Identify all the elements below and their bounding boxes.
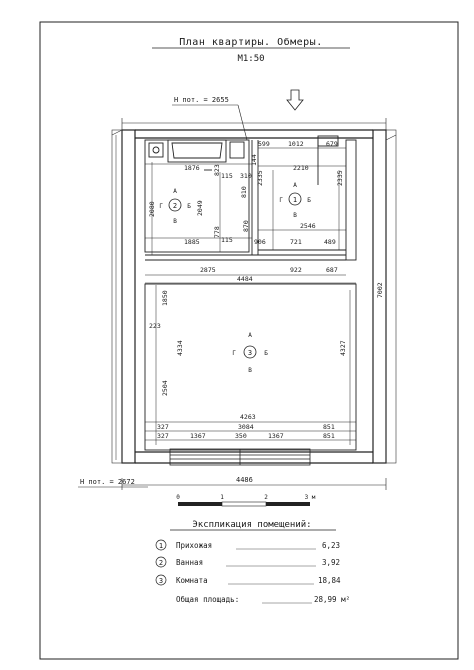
dim-4484: 4484 (237, 275, 253, 283)
explication-num-3: 3 (158, 577, 164, 585)
dim-4486: 4486 (236, 476, 253, 484)
dim-310: 310 (240, 172, 252, 180)
dim-2875: 2875 (200, 266, 216, 274)
dim-922: 922 (290, 266, 302, 274)
elevation-top: Н пот. = 2655 (174, 96, 229, 104)
compass-2-north: А (173, 188, 177, 195)
dim-2049: 2049 (196, 200, 204, 216)
compass-2-south: В (173, 218, 177, 225)
elevation-top-leader2 (238, 105, 247, 140)
entrance-arrow-icon (287, 90, 303, 110)
explication-name-2: Ванная (176, 558, 204, 567)
dim-870: 870 (242, 220, 250, 232)
sheet-frame (40, 22, 458, 659)
explication-row-2 (156, 557, 340, 567)
compass-3-north: А (248, 332, 252, 339)
compass-2-east: Б (187, 203, 191, 210)
dim-851b: 851 (323, 432, 335, 440)
dim-823: 823 (213, 164, 221, 176)
dim-2335a: 2335 (256, 170, 264, 186)
top-dim-chain (122, 118, 386, 135)
elevation-bottom: Н пот. = 2672 (80, 478, 135, 486)
compass-1-west: Г (279, 197, 283, 204)
inner-dim-lines (116, 135, 356, 460)
dim-350: 350 (235, 432, 247, 440)
room-marker-3 (232, 332, 268, 374)
explication-num-1: 1 (158, 542, 164, 550)
dim-1012: 1012 (288, 140, 304, 148)
bottom-dim-chain (122, 478, 386, 490)
explication-name-1: Прихожая (176, 541, 213, 550)
dim-4327: 4327 (339, 340, 347, 356)
compass-3-east: Б (264, 350, 268, 357)
explication-area-2: 3,92 (322, 558, 341, 567)
scale-label-3: 3 м (304, 494, 316, 501)
dim-2504: 2504 (161, 380, 169, 396)
compass-1-south: В (293, 212, 297, 219)
dim-7002: 7002 (376, 282, 384, 298)
dim-1850: 1850 (161, 290, 169, 306)
dim-906: 906 (254, 238, 266, 246)
dim-1876: 1876 (184, 164, 200, 172)
plan-scale: М1:50 (237, 54, 265, 64)
explication-total (176, 595, 350, 604)
explication-row-3 (156, 575, 341, 585)
room-marker-2 (159, 188, 191, 225)
dim-810: 810 (240, 186, 248, 198)
compass-3-west: Г (232, 350, 236, 357)
explication-num-2: 2 (158, 559, 164, 567)
explication-total-value: 28,99 м² (314, 595, 351, 604)
dim-489: 489 (324, 238, 336, 246)
dim-721: 721 (290, 238, 302, 246)
explication-name-3: Комната (176, 576, 208, 585)
dim-2080: 2080 (148, 201, 156, 217)
scale-label-2: 2 (264, 494, 268, 501)
room-number-3: 3 (247, 349, 253, 357)
compass-1-north: А (293, 182, 297, 189)
compass-2-west: Г (159, 203, 163, 210)
compass-3-south: В (248, 367, 252, 374)
dim-778: 778 (213, 226, 221, 238)
dim-1367b: 1367 (268, 432, 284, 440)
dim-3084: 3084 (238, 423, 254, 431)
dim-115b: 115 (221, 236, 233, 244)
dim-223: 223 (149, 322, 161, 330)
explication-area-3: 18,84 (318, 576, 341, 585)
compass-1-east: Б (307, 197, 311, 204)
dim-1885: 1885 (184, 238, 200, 246)
dim-679: 679 (326, 140, 338, 148)
dim-2210: 2210 (293, 164, 309, 172)
dim-144: 144 (250, 154, 258, 166)
dim-687: 687 (326, 266, 338, 274)
room-number-1: 1 (292, 196, 298, 204)
scale-bar (176, 494, 316, 506)
dim-851a: 851 (323, 423, 335, 431)
scale-label-1: 1 (220, 494, 224, 501)
dimension-labels (148, 140, 384, 484)
explication-row-1 (156, 540, 340, 550)
dim-599: 599 (258, 140, 270, 148)
explication-total-label: Общая площадь: (176, 595, 240, 604)
dim-2546: 2546 (300, 222, 316, 230)
room-marker-1 (279, 182, 311, 219)
dim-2335b: 2335 (336, 170, 344, 186)
explication-title: Экспликация помещений: (192, 520, 312, 530)
dim-327a: 327 (157, 423, 169, 431)
dim-4334: 4334 (176, 340, 184, 356)
explication-area-1: 6,23 (322, 541, 341, 550)
dim-115a: 115 (221, 172, 233, 180)
plan-title: План квартиры. Обмеры. (179, 37, 323, 48)
dim-327b: 327 (157, 432, 169, 440)
scale-label-0: 0 (176, 494, 180, 501)
room-number-2: 2 (172, 202, 178, 210)
dim-1367a: 1367 (190, 432, 206, 440)
dim-4263: 4263 (240, 413, 256, 421)
